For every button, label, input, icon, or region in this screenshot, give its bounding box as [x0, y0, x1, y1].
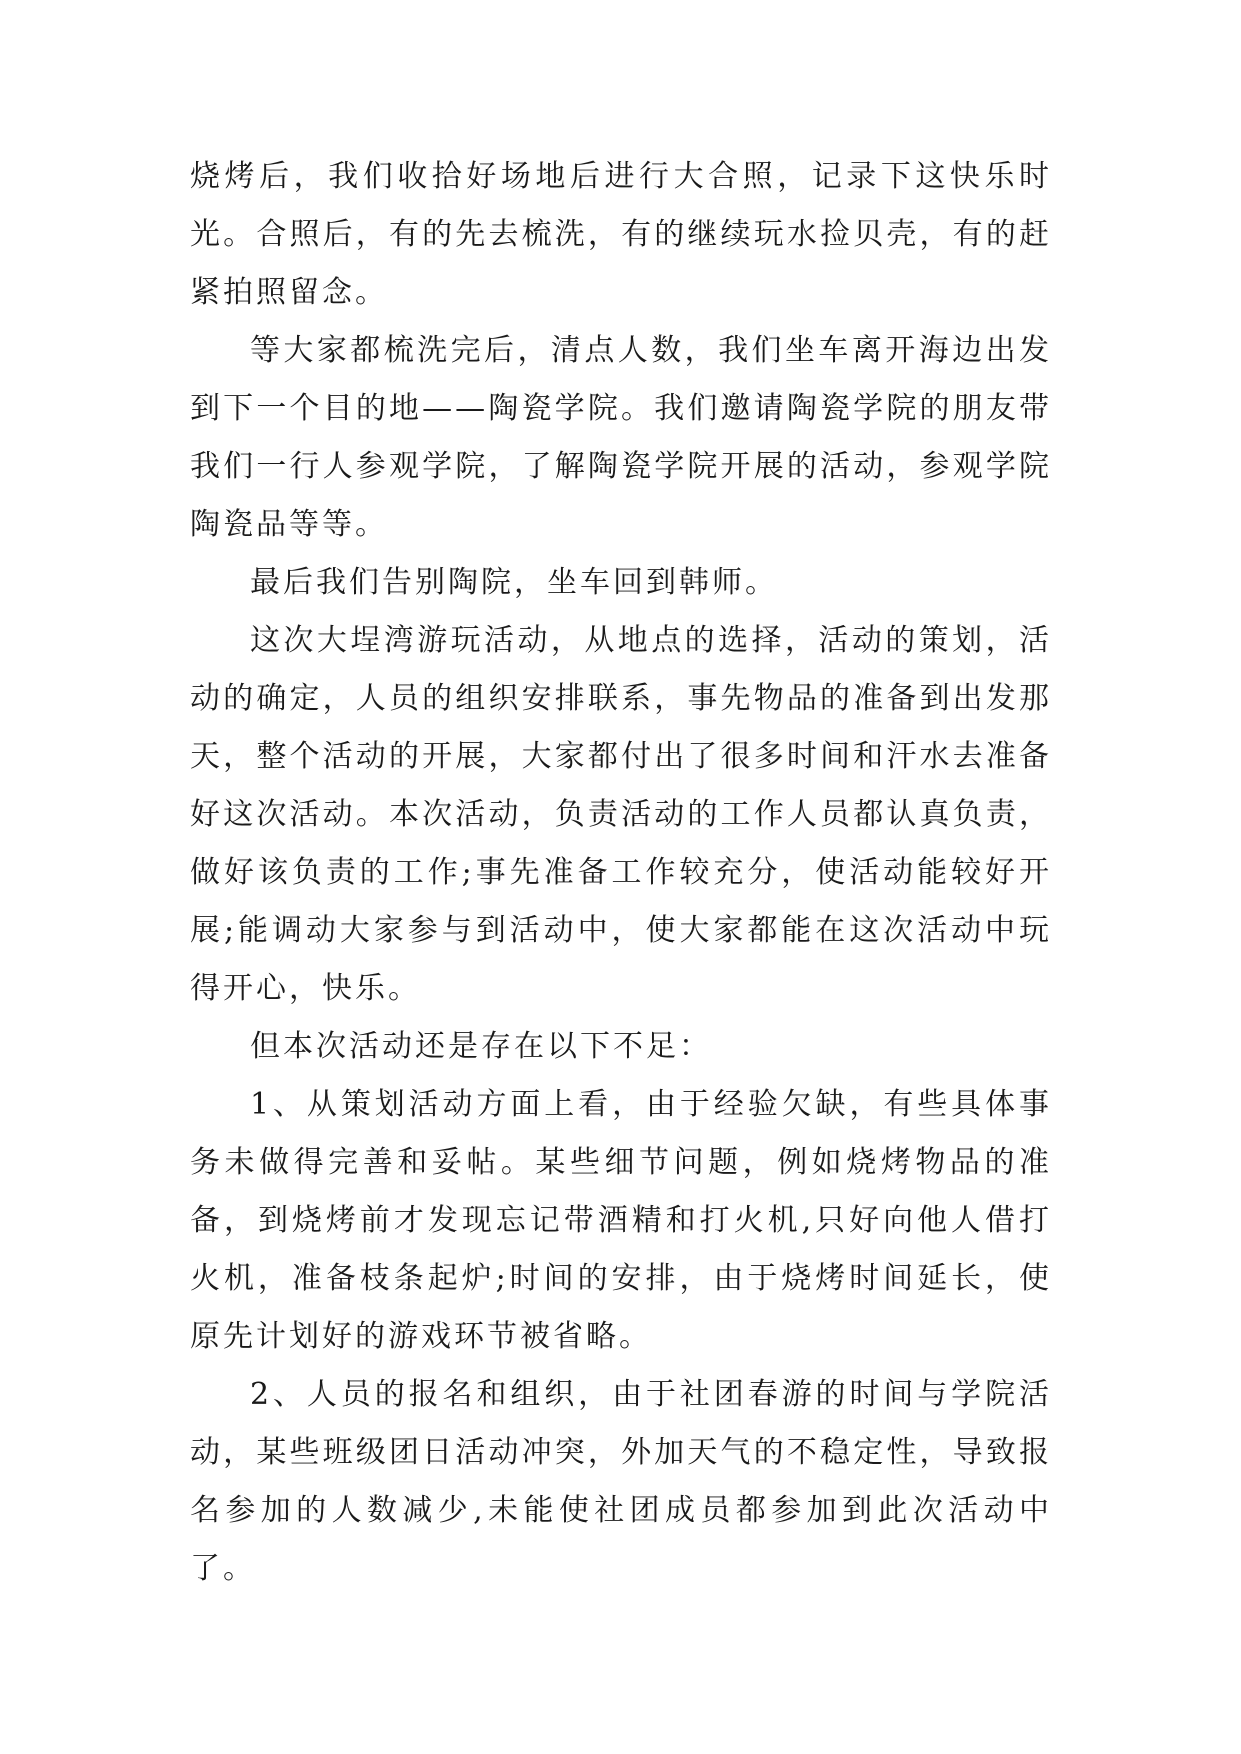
paragraph-return: 最后我们告别陶院，坐车回到韩师。 [250, 565, 778, 600]
document-body [190, 148, 1052, 1598]
paragraph-ceramics-college: 等大家都梳洗完后，清点人数，我们坐车离开海边出发到下一个目的地——陶瓷学院。我们邀请陶瓷学院的朋友带我们一行人参观学院，了解陶瓷学院开展的活动，参观学院陶瓷品等等。 [190, 333, 1052, 542]
paragraph-summary: 这次大埕湾游玩活动，从地点的选择，活动的策划，活动的确定，人员的组织安排联系，事先物品的准备到出发那天，整个活动的开展，大家都付出了很多时间和汗水去准备好这次活动。本次活动，负责活动的工作人员都认真负责，做好该负责的工作;事先准备工作较充分，使活动能较好开展;能调动大家参与到活动中，使大家都能在这次活动中玩得开心，快乐。 [190, 623, 1052, 1006]
paragraph-shortcomings-intro: 但本次活动还是存在以下不足： [250, 1029, 712, 1064]
paragraph-bbq-photo: 烧烤后，我们收拾好场地后进行大合照，记录下这快乐时光。合照后，有的先去梳洗，有的继续玩水捡贝壳，有的赶紧拍照留念。 [190, 159, 1052, 310]
paragraph-shortcoming-2: 2、人员的报名和组织，由于社团春游的时间与学院活动，某些班级团日活动冲突，外加天气的不稳定性，导致报名参加的人数减少,未能使社团成员都参加到此次活动中了。 [190, 1377, 1052, 1586]
paragraph-shortcoming-1: 1、从策划活动方面上看，由于经验欠缺，有些具体事务未做得完善和妥帖。某些细节问题，例如烧烤物品的准备，到烧烤前才发现忘记带酒精和打火机,只好向他人借打火机，准备枝条起炉;时间的安排，由于烧烤时间延长，使原先计划好的游戏环节被省略。 [190, 1087, 1052, 1354]
